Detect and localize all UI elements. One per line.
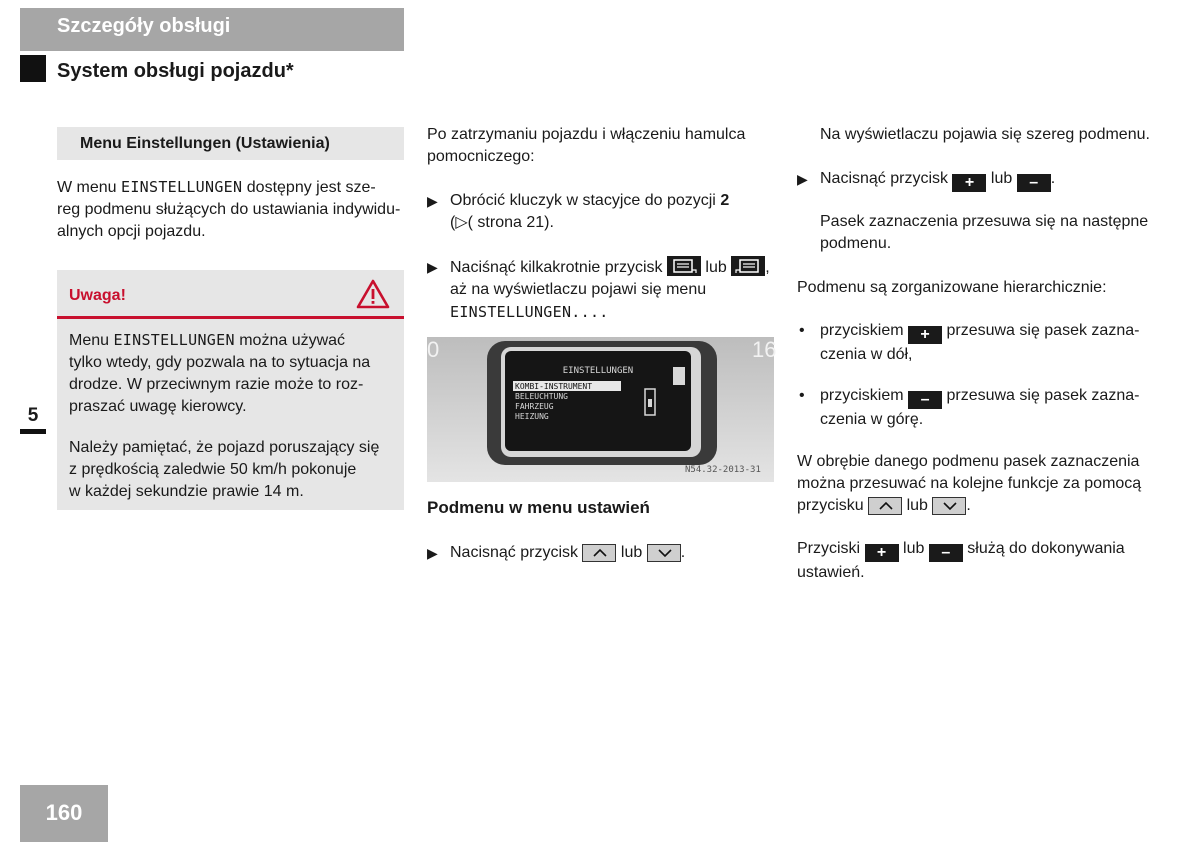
bullet-text: przesuwa się pasek zazna- (942, 322, 1140, 339)
step-turn-key (427, 190, 800, 234)
bullet-dot: • (799, 387, 805, 404)
display-button-icon (667, 256, 701, 276)
right-text: podmenu. (820, 235, 892, 252)
intro-text: W menu (57, 179, 122, 196)
warning-paragraph-1 (69, 329, 399, 418)
right-text: służą do dokonywania (962, 540, 1125, 557)
gauge-digit-left: 0 (427, 337, 440, 362)
step-text: . (1050, 170, 1056, 187)
right-text: Przyciski (797, 540, 865, 557)
menu-code: EINSTELLUNGEN.... (450, 303, 609, 321)
warning-text: z prędkością zaledwie 50 km/h pokonuje (69, 461, 357, 478)
section-title: System obsługi pojazdu* (57, 60, 294, 82)
step-text: lub (700, 259, 732, 276)
right-paragraph-4 (797, 451, 1177, 517)
display-title: EINSTELLUNGEN (562, 366, 634, 376)
warning-text: można używać (234, 332, 346, 349)
warning-divider (57, 316, 404, 319)
step-arrow-icon: ▶ (427, 259, 438, 275)
display-item: BELEUCHTUNG (515, 392, 568, 401)
step-arrow-icon: ▶ (427, 193, 438, 209)
step-text: Nacisnąć przycisk (820, 170, 953, 187)
right-paragraph-5 (797, 538, 1177, 584)
step-arrow-icon: ▶ (797, 171, 808, 187)
right-paragraph-3: Podmenu są zorganizowane hierarchicznie: (797, 279, 1107, 296)
display-button-icon-alt (731, 256, 765, 276)
intro-text: alnych opcji pojazdu. (57, 223, 206, 240)
warning-text: praszać uwagę kierowcy. (69, 398, 247, 415)
step-text: Nacisnąć przycisk (450, 544, 583, 561)
warning-text: w każdej sekundzie prawie 14 m. (69, 483, 304, 500)
step-text: aż na wyświetlaczu pojawi się menu (450, 281, 707, 298)
step-press-button (427, 256, 800, 323)
bullet-text: czenia w dół, (820, 346, 913, 363)
section-marker (20, 55, 46, 82)
chapter-title: Szczegóły obsługi (57, 15, 231, 37)
step-arrow-icon: ▶ (427, 545, 438, 561)
intro-text: dostępny jest sze- (242, 179, 376, 196)
warning-text: drodze. W przeciwnym razie może to roz- (69, 376, 364, 393)
bullet-text: czenia w górę. (820, 411, 924, 428)
intro-paragraph (57, 176, 407, 243)
minus-button-icon: – (929, 544, 963, 562)
minus-button-icon: – (908, 391, 942, 409)
bullet-text: przesuwa się pasek zazna- (942, 387, 1140, 404)
right-text: lub (898, 540, 929, 557)
warning-text: Menu (69, 332, 114, 349)
page-ref-arrow-icon: ▷ (455, 214, 468, 231)
right-text: ustawień. (797, 564, 865, 581)
menu-heading: Menu Einstellungen (Ustawienia) (80, 135, 330, 152)
warning-box (57, 270, 404, 510)
right-paragraph-2 (820, 211, 1180, 255)
chapter-number: 5 (27, 405, 39, 426)
plus-button-icon: + (908, 326, 942, 344)
step-text: Obrócić kluczyk w stacyjce do pozycji (450, 192, 721, 209)
display-item: HEIZUNG (515, 412, 549, 421)
key-position: 2 (720, 192, 730, 209)
up-chevron-button-icon (582, 544, 616, 562)
image-reference: N54.32-2013-31 (685, 465, 761, 475)
right-text: można przesuwać na kolejne funkcje za pomocą (797, 475, 1142, 492)
step-text: ( strona 21). (467, 214, 554, 231)
right-text: Pasek zaznaczenia przesuwa się na następne (820, 213, 1149, 230)
instrument-display-image (427, 337, 777, 482)
step-plus-minus (797, 168, 1180, 192)
step-text: lub (986, 170, 1017, 187)
right-text: W obrębie danego podmenu pasek zaznaczenia (797, 453, 1140, 470)
step-text: , (765, 259, 770, 276)
bullet-dot: • (799, 322, 805, 339)
middle-intro-text: Po zatrzymaniu pojazdu i włączeniu hamulca (427, 126, 746, 143)
page-number-box (20, 785, 108, 842)
plus-button-icon: + (952, 174, 986, 192)
right-text: . (966, 497, 971, 514)
right-text: przycisku (797, 497, 869, 514)
bullet-plus (797, 320, 1180, 366)
warning-text: tylko wtedy, gdy pozwala na to sytuacja na (69, 354, 371, 371)
chapter-number-underline (20, 429, 46, 434)
page-number: 160 (45, 800, 83, 825)
submenu-heading: Podmenu w menu ustawień (427, 498, 650, 517)
warning-text: Należy pamiętać, że pojazd poruszający się (69, 439, 380, 456)
middle-intro-text: pomocniczego: (427, 148, 535, 165)
step-text: . (680, 544, 686, 561)
warning-paragraph-2 (69, 437, 399, 503)
plus-button-icon: + (865, 544, 899, 562)
middle-intro (427, 124, 777, 168)
right-paragraph-1: Na wyświetlaczu pojawia się szereg podmenu. (820, 126, 1150, 143)
step-reference: (▷( strona 21). (450, 214, 554, 231)
warning-title: Uwaga! (69, 287, 126, 304)
bullet-text: przyciskiem (820, 387, 909, 404)
minus-button-icon: – (1017, 174, 1051, 192)
down-chevron-button-icon (647, 544, 681, 562)
down-chevron-button-icon (932, 497, 966, 515)
gauge-digit-right: 16 (752, 337, 777, 362)
bullet-minus (797, 385, 1180, 431)
menu-code: EINSTELLUNGEN (113, 331, 235, 349)
menu-heading-box (57, 127, 404, 160)
intro-text: reg podmenu służących do ustawiania indywidu- (57, 201, 401, 218)
step-text: lub (616, 544, 647, 561)
step-text: Naciśnąć kilkakrotnie przycisk (450, 259, 667, 276)
menu-code: EINSTELLUNGEN (121, 178, 243, 196)
display-item-selected: KOMBI-INSTRUMENT (515, 382, 593, 391)
step-press-arrows (427, 542, 800, 564)
display-item: FAHRZEUG (515, 402, 554, 411)
bullet-text: przyciskiem (820, 322, 909, 339)
up-chevron-button-icon (868, 497, 902, 515)
right-text: lub (902, 497, 933, 514)
warning-triangle-icon (356, 279, 390, 316)
